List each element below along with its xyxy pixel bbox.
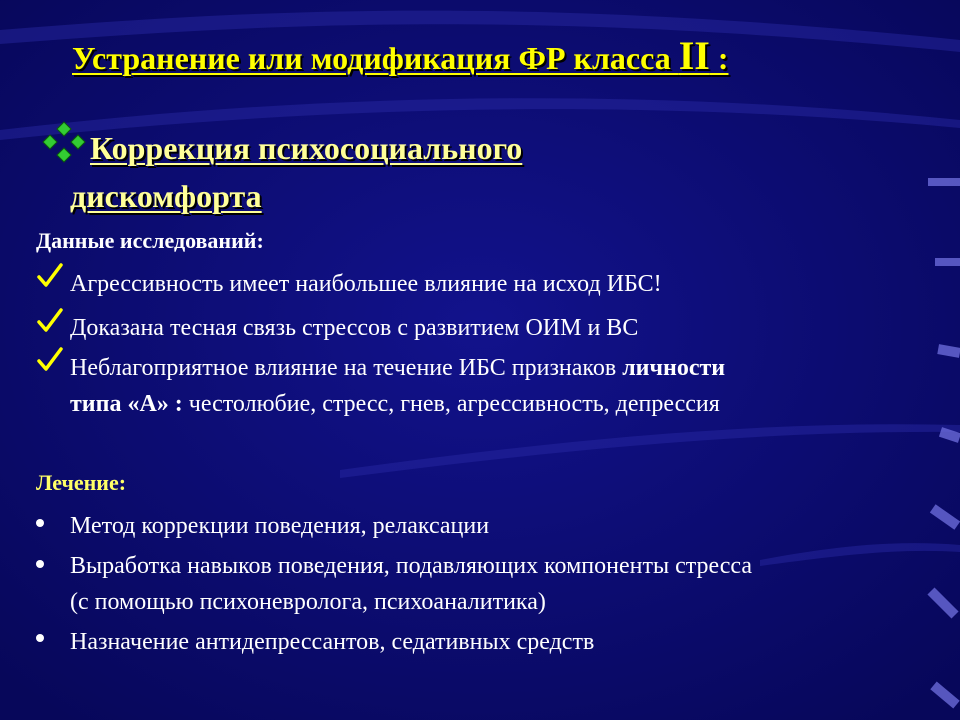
treatment-item-line2: (с помощью психоневролога, психоаналитика) [70,589,546,615]
slide-title [72,32,912,79]
type-a-traits: честолюбие, стресс, гнев, агрессивность, депрессия [182,391,720,417]
research-item: Доказана тесная связь стрессов с развитием ОИМ и ВС [70,315,639,341]
type-a-intro: Неблагоприятное влияние на течение ИБС признаков [70,355,623,381]
checkmark-icon [36,346,64,374]
round-bullet-icon [36,560,44,568]
treatment-item: Метод коррекции поведения, релаксации [70,513,490,539]
title-class-numeral: II [678,33,710,78]
research-heading: Данные исследований: [36,228,264,253]
checkmark-icon [36,262,64,290]
treatment-item: Назначение антидепрессантов, седативных средств [70,629,595,655]
type-a-bold-personality: личности [622,355,726,381]
treatment-item-line1: Выработка навыков поведения, подавляющих компоненты стресса [70,553,753,579]
type-a-bold-type: типа «А» : [70,391,183,417]
round-bullet-icon [36,634,44,642]
research-item-type-a [70,350,910,422]
title-text: Устранение или модификация ФР класса [72,40,679,76]
slide-subtitle: Коррекция психосоциального дискомфорта [70,130,523,214]
research-item: Агрессивность имеет наибольшее влияние на исход ИБС! [70,271,662,297]
round-bullet-icon [36,519,44,527]
title-suffix: : [709,40,729,76]
treatment-heading: Лечение: [36,470,127,495]
checkmark-icon [36,307,64,335]
treatment-item [70,548,910,620]
